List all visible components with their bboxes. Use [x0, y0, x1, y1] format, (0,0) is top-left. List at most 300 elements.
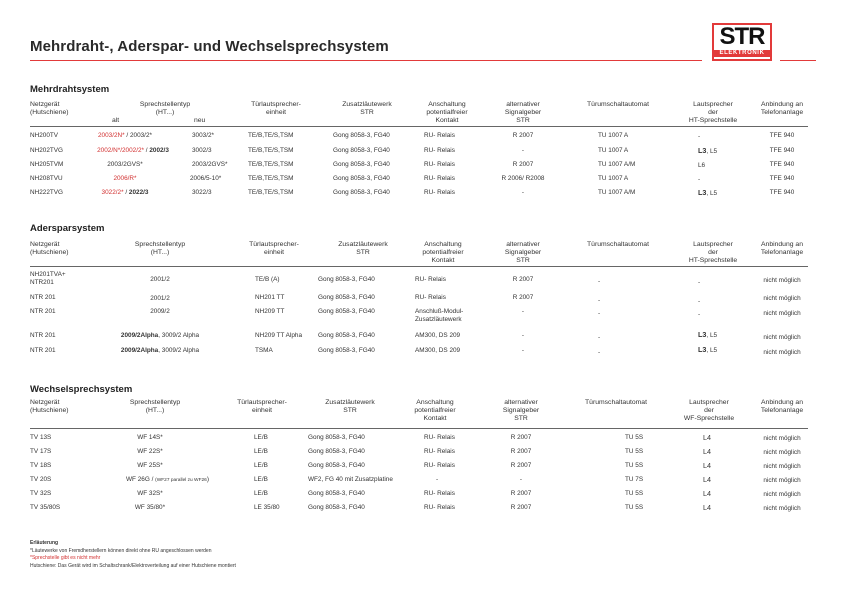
hdr-line: (Hutschiene) [30, 109, 69, 116]
cell-sprechstellentyp [90, 490, 210, 499]
hdr-line: Kontakt [431, 257, 455, 264]
footnote-2: *Sprechstelle gibt es nicht mehr [30, 555, 101, 561]
cell-netzgeraet [30, 271, 66, 287]
sp-bold: 2009/2Alpha [120, 347, 159, 354]
hdr-line: Anbindung an [761, 399, 803, 406]
sp-main: WF 22S* [137, 448, 163, 455]
cell-neu: 3003/2* [192, 132, 215, 139]
hdr-line: Netzgerät [30, 399, 60, 406]
cell-lautsprecher [698, 147, 717, 156]
cell-signalgeber: R 2007 [512, 294, 534, 301]
cell-netzgeraet: TV 17S [30, 448, 52, 455]
header-rule [30, 126, 808, 127]
cell-netzgeraet: NH222TVG [30, 189, 64, 196]
col-header-tuerumschaltautomat: Türumschaltautomat [587, 101, 649, 108]
cell-signalgeber: R 2007 [510, 504, 532, 511]
hdr-line: einheit [263, 249, 285, 256]
cell-telefonanlage: TFE 940 [769, 147, 795, 154]
ls-bold: L3 [698, 146, 707, 155]
sp-main: WF 32S* [137, 490, 163, 497]
cell-tuerumschaltautomat: TU 1007 A [598, 175, 629, 182]
title-divider [30, 60, 702, 61]
cell-anschaltung [415, 332, 460, 340]
hdr-line: Anbindung an [761, 241, 803, 248]
hdr-line: Sprechstellentyp [129, 399, 181, 406]
page-title: Mehrdraht-, Aderspar- und Wechselsprechsystem [30, 38, 389, 55]
sp-rest: 2001/2 [150, 276, 170, 283]
ls-bold: L3 [698, 330, 707, 339]
hdr-line: HT-Sprechstelle [688, 117, 738, 124]
col-header-lautsprecher [672, 241, 754, 265]
cell-signalgeber: - [519, 476, 523, 483]
hdr-line: Telefonanlage [760, 249, 804, 256]
alt-rest: 2022/3 [128, 189, 149, 196]
cell-netzgeraet [30, 294, 56, 302]
hdr-line: der [708, 109, 718, 116]
cell-lautsprecher: L4 [703, 489, 711, 498]
netz-line: NTR 201 [30, 294, 56, 301]
cell-lautsprecher [698, 331, 717, 340]
cell-sprechstellentyp [90, 504, 210, 513]
cell-sprechstellentyp [100, 347, 220, 355]
sp-bold: 2009/2Alpha [120, 332, 159, 339]
col-header-netzgeraet [30, 399, 69, 415]
hdr-line: der [704, 407, 714, 414]
cell-signalgeber: R 2006/ R2008 [501, 175, 545, 182]
hdr-line: HT-Sprechstelle [688, 257, 738, 264]
ls-rest: , L5 [706, 148, 718, 155]
col-header-telefonanlage [754, 101, 810, 117]
cell-signalgeber: - [521, 347, 525, 354]
col-header-telefonanlage [754, 241, 810, 257]
cell-lautsprecher [698, 346, 717, 355]
cell-telefonanlage: nicht möglich [763, 334, 801, 341]
hdr-line: einheit [251, 407, 273, 414]
an-line: Zusatzläutewerk [415, 316, 462, 323]
cell-tuerumschaltautomat: TU 5S [625, 448, 644, 455]
cell-anschaltung: RU- Relais [424, 504, 455, 511]
hdr-line: (Hutschiene) [30, 407, 69, 414]
cell-alt [78, 147, 188, 155]
ls-rest: , L5 [706, 332, 718, 339]
hdr-line: potentialfreier [422, 249, 464, 256]
cell-anschaltung: RU- Relais [424, 462, 455, 469]
cell-anschaltung [415, 347, 460, 355]
cell-signalgeber: R 2007 [512, 276, 534, 283]
hdr-line: Signalgeber [504, 249, 542, 256]
cell-zusatzlaeutewerk: Gong 8058-3, FG40 [333, 132, 390, 139]
cell-zusatzlaeutewerk: Gong 8058-3, FG40 [318, 308, 375, 315]
cell-telefonanlage: nicht möglich [763, 277, 801, 284]
hdr-line: Sprechstellentyp [134, 241, 186, 248]
cell-zusatzlaeutewerk: Gong 8058-3, FG40 [318, 294, 375, 301]
hdr-line: Netzgerät [30, 101, 60, 108]
cell-tuerlautsprecher: LE/B [254, 462, 268, 469]
cell-lautsprecher [698, 278, 700, 287]
cell-alt [80, 175, 170, 183]
cell-sprechstellentyp [100, 276, 220, 284]
cell-tuerlautsprecher: LE 35/80 [254, 504, 280, 511]
cell-netzgeraet: TV 35/80S [30, 504, 61, 511]
cell-anschaltung: - [436, 476, 439, 483]
cell-anschaltung: RU- Relais [424, 490, 455, 497]
cell-neu: 3002/3 [192, 147, 212, 154]
cell-tuerlautsprecher: NH201 TT [255, 294, 285, 301]
netz-line: NTR201 [30, 279, 54, 286]
cell-telefonanlage: nicht möglich [763, 295, 801, 302]
footnote-title: Erläuterung [30, 540, 59, 546]
cell-zusatzlaeutewerk: Gong 8058-3, FG40 [318, 276, 375, 283]
cell-zusatzlaeutewerk: Gong 8058-3, FG40 [308, 504, 365, 511]
cell-tuerlautsprecher: LE/B [254, 448, 268, 455]
cell-telefonanlage: nicht möglich [763, 491, 801, 498]
alt-red: 2002/N*/2002/2* [97, 147, 145, 154]
cell-tuerlautsprecher: LE/B [254, 476, 268, 483]
col-header-zusatzlaeutewerk [318, 241, 408, 257]
cell-netzgeraet [30, 308, 56, 316]
netz-line: NTR 201 [30, 308, 56, 315]
cell-neu: 3022/3 [192, 189, 212, 196]
col-header-anschaltung [412, 101, 482, 125]
ls-rest: - [698, 176, 701, 183]
cell-lautsprecher [698, 161, 705, 170]
cell-zusatzlaeutewerk: Gong 8058-3, FG40 [318, 347, 375, 354]
logo-band: ELEKTRONIK [714, 50, 770, 57]
hdr-line: (HT...) [155, 109, 175, 116]
cell-neu: 2006/5-10* [190, 175, 222, 182]
footnote-3: Hutschiene: Das Gerät wird im Schaltschrank/Elektroverteilung auf einer Hutschiene montiert [30, 562, 236, 569]
cell-netzgeraet [30, 332, 56, 340]
cell-tuerlautsprecher: TE/B,TE/S,TSM [248, 175, 294, 182]
ls-rest: , L5 [706, 190, 718, 197]
hdr-line: Türlautsprecher- [237, 399, 287, 406]
ls-rest: - [698, 311, 701, 318]
cell-tuerlautsprecher: LE/B [254, 434, 268, 441]
cell-zusatzlaeutewerk: Gong 8058-3, FG40 [333, 161, 390, 168]
an-line: RU- Relais [415, 276, 446, 283]
sp-rest: 2001/2 [150, 295, 170, 302]
cell-tuerumschaltautomat: TU 1007 A/M [598, 189, 636, 196]
cell-zusatzlaeutewerk: Gong 8058-3, FG40 [308, 490, 365, 497]
cell-netzgeraet: TV 13S [30, 434, 52, 441]
hdr-line: Lautsprecher [693, 101, 733, 108]
alt-rest: 2003/2GVS* [107, 161, 143, 168]
alt-red: 3022/2* [101, 189, 124, 196]
hdr-line: Kontakt [423, 415, 447, 422]
col-header-lautsprecher [672, 101, 754, 125]
cell-signalgeber: R 2007 [512, 161, 534, 168]
ls-bold: L3 [698, 188, 707, 197]
netz-line: NTR 201 [30, 347, 56, 354]
cell-tuerumschaltautomat: - [598, 310, 601, 317]
hdr-line: Netzgerät [30, 241, 60, 248]
col-header-alt: alt [112, 117, 120, 124]
cell-signalgeber: R 2007 [510, 448, 532, 455]
cell-tuerlautsprecher: TE/B,TE/S,TSM [248, 161, 294, 168]
sp-main: WF 26G / [126, 476, 156, 483]
cell-tuerumschaltautomat: - [598, 349, 601, 356]
cell-signalgeber: - [521, 189, 525, 196]
cell-tuerumschaltautomat: TU 5S [625, 504, 644, 511]
alt-red: 2003/2N* [97, 132, 125, 139]
cell-netzgeraet: TV 20S [30, 476, 52, 483]
title-divider-right [780, 60, 816, 61]
hdr-line: Anschaltung [428, 101, 466, 108]
hdr-line: Türlautsprecher- [249, 241, 299, 248]
an-line: RU- Relais [415, 294, 446, 301]
alt-red: 2006/R* [113, 175, 137, 182]
col-header-anschaltung [400, 399, 470, 423]
hdr-line: der [708, 249, 718, 256]
alt-sep: / [124, 132, 130, 139]
cell-telefonanlage: nicht möglich [763, 310, 801, 317]
cell-zusatzlaeutewerk: Gong 8058-3, FG40 [308, 448, 365, 455]
cell-netzgeraet: NH208TVU [30, 175, 63, 182]
hdr-line: Signalgeber [502, 407, 540, 414]
hdr-line: Signalgeber [504, 109, 542, 116]
cell-tuerumschaltautomat: TU 5S [625, 462, 644, 469]
col-header-netzgeraet [30, 101, 69, 117]
col-header-sprechstellentyp [100, 101, 230, 117]
cell-tuerumschaltautomat: TU 5S [625, 434, 644, 441]
cell-tuerlautsprecher: TE/B,TE/S,TSM [248, 147, 294, 154]
hdr-line: Zusatzläutewerk [342, 101, 392, 108]
hdr-line: alternativer [506, 241, 540, 248]
cell-lautsprecher [698, 310, 700, 319]
cell-sprechstellentyp [100, 295, 220, 303]
col-header-anschaltung [408, 241, 478, 265]
sp-small: (WF27 parallel zu WF26 [155, 478, 207, 483]
cell-tuerlautsprecher: NH209 TT [255, 308, 285, 315]
cell-sprechstellentyp [100, 308, 220, 316]
cell-netzgeraet: TV 18S [30, 462, 52, 469]
hdr-line: potentialfreier [426, 109, 468, 116]
col-header-signalgeber [488, 241, 558, 265]
cell-netzgeraet: TV 32S [30, 490, 52, 497]
cell-tuerlautsprecher: NH209 TT Alpha [255, 332, 303, 339]
sp-rest: , 3009/2 Alpha [158, 332, 200, 339]
cell-anschaltung [415, 276, 446, 284]
cell-sprechstellentyp [90, 476, 245, 485]
col-header-sprechstellentyp [100, 399, 210, 415]
cell-signalgeber: R 2007 [510, 490, 532, 497]
hdr-line: Zusatzläutewerk [325, 399, 375, 406]
an-line: AM300, DS 209 [415, 332, 461, 339]
hdr-line: Zusatzläutewerk [338, 241, 388, 248]
sp-main: WF 14S* [137, 434, 163, 441]
cell-anschaltung: RU- Relais [424, 161, 455, 168]
alt-sep: / [144, 147, 150, 154]
cell-telefonanlage: nicht möglich [763, 505, 801, 512]
cell-lautsprecher: L4 [703, 461, 711, 470]
hdr-line: Sprechstellentyp [139, 101, 191, 108]
cell-anschaltung: RU- Relais [424, 189, 455, 196]
cell-sprechstellentyp [90, 462, 210, 471]
cell-tuerumschaltautomat: TU 1007 A [598, 132, 629, 139]
cell-anschaltung: RU- Relais [424, 175, 455, 182]
cell-lautsprecher: L4 [703, 433, 711, 442]
cell-lautsprecher: L4 [703, 475, 711, 484]
col-header-sprechstellentyp [100, 241, 220, 257]
hdr-line: Telefonanlage [760, 109, 804, 116]
col-header-tuerlautsprecher [236, 101, 316, 117]
cell-tuerlautsprecher: TSMA [255, 347, 273, 354]
cell-anschaltung [415, 294, 446, 302]
col-header-tuerlautsprecher [234, 241, 314, 257]
cell-alt [80, 161, 170, 169]
hdr-line: alternativer [506, 101, 540, 108]
cell-signalgeber: R 2007 [512, 132, 534, 139]
cell-lautsprecher: L4 [703, 503, 711, 512]
hdr-line: STR [360, 109, 374, 116]
cell-zusatzlaeutewerk: Gong 8058-3, FG40 [308, 434, 365, 441]
cell-tuerumschaltautomat: TU 1007 A/M [598, 161, 636, 168]
hdr-line: STR [516, 117, 530, 124]
cell-signalgeber: - [521, 147, 525, 154]
hdr-line: STR [514, 415, 528, 422]
cell-tuerumschaltautomat: TU 5S [625, 490, 644, 497]
footnote-1: *Läutewerke von Fremdherstellern können direkt ohne RU angeschlossen werden [30, 547, 212, 554]
hdr-line: STR [356, 249, 370, 256]
header-rule [30, 266, 808, 267]
col-header-zusatzlaeutewerk [322, 101, 412, 117]
cell-signalgeber: R 2007 [510, 462, 532, 469]
hdr-line: Türlautsprecher- [251, 101, 301, 108]
cell-telefonanlage: TFE 940 [769, 132, 795, 139]
hdr-line: Telefonanlage [760, 407, 804, 414]
cell-telefonanlage: TFE 940 [769, 175, 795, 182]
hdr-line: Kontakt [435, 117, 459, 124]
cell-telefonanlage: nicht möglich [763, 477, 801, 484]
hdr-line: Lautsprecher [689, 399, 729, 406]
cell-netzgeraet: NH200TV [30, 132, 59, 139]
col-header-tuerlautsprecher [222, 399, 302, 415]
cell-alt [80, 132, 170, 140]
cell-anschaltung: RU- Relais [424, 448, 455, 455]
netz-line: NTR 201 [30, 332, 56, 339]
col-header-signalgeber [488, 101, 558, 125]
alt-sep: / [123, 189, 129, 196]
footnotes [30, 540, 236, 570]
hdr-line: STR [343, 407, 357, 414]
cell-tuerlautsprecher: LE/B [254, 490, 268, 497]
col-header-zusatzlaeutewerk [305, 399, 395, 415]
col-header-neu: neu [194, 117, 206, 124]
cell-telefonanlage: nicht möglich [763, 463, 801, 470]
ls-rest: , L5 [706, 347, 718, 354]
logo-letters: STR [719, 23, 765, 50]
alt-rest: 2002/3 [149, 147, 169, 154]
cell-zusatzlaeutewerk: Gong 8058-3, FG40 [308, 462, 365, 469]
section-title-mehrdraht: Mehrdrahtsystem [30, 84, 110, 95]
cell-netzgeraet: NH205TVM [30, 161, 64, 168]
netz-line: NH201TVA+ [30, 271, 66, 278]
sp-main: WF 35/80* [134, 504, 166, 511]
col-header-tuerumschaltautomat: Türumschaltautomat [585, 399, 647, 406]
cell-lautsprecher: L4 [703, 447, 711, 456]
an-line: Anschluß-Modul- [415, 308, 464, 315]
cell-zusatzlaeutewerk: Gong 8058-3, FG40 [333, 147, 390, 154]
cell-tuerumschaltautomat: - [598, 334, 601, 341]
cell-tuerumschaltautomat: - [598, 278, 601, 285]
sp-rest: , 3009/2 Alpha [158, 347, 200, 354]
cell-lautsprecher [698, 132, 700, 141]
cell-anschaltung: RU- Relais [424, 434, 455, 441]
col-header-signalgeber [486, 399, 556, 423]
hdr-line: Anschaltung [416, 399, 454, 406]
hdr-line: (HT...) [145, 407, 165, 414]
cell-telefonanlage: nicht möglich [763, 449, 801, 456]
cell-zusatzlaeutewerk: Gong 8058-3, FG40 [318, 332, 375, 339]
col-header-netzgeraet [30, 241, 69, 257]
hdr-line: alternativer [504, 399, 538, 406]
ls-rest: - [698, 133, 701, 140]
cell-signalgeber: R 2007 [510, 434, 532, 441]
alt-rest: 2003/2* [129, 132, 153, 139]
cell-zusatzlaeutewerk: WF2, FG 40 mit Zusatzplatine [308, 476, 393, 483]
cell-tuerumschaltautomat: - [598, 297, 601, 304]
an-line: AM300, DS 209 [415, 347, 461, 354]
cell-lautsprecher [698, 175, 700, 184]
hdr-line: (Hutschiene) [30, 249, 69, 256]
cell-tuerlautsprecher: TE/B,TE/S,TSM [248, 132, 294, 139]
sp-main: WF 25S* [137, 462, 163, 469]
hdr-line: Anbindung an [761, 101, 803, 108]
header-rule [30, 428, 808, 429]
hdr-line: STR [516, 257, 530, 264]
cell-sprechstellentyp [90, 434, 210, 443]
cell-tuerlautsprecher: TE/B (A) [255, 276, 280, 283]
cell-signalgeber: - [521, 332, 525, 339]
cell-zusatzlaeutewerk: Gong 8058-3, FG40 [333, 175, 390, 182]
hdr-line: einheit [265, 109, 287, 116]
cell-neu: 2003/2GVS* [192, 161, 228, 168]
cell-anschaltung: RU- Relais [424, 147, 455, 154]
ls-bold: L3 [698, 345, 707, 354]
cell-lautsprecher [698, 297, 700, 306]
cell-tuerlautsprecher: TE/B,TE/S,TSM [248, 189, 294, 196]
cell-sprechstellentyp [90, 448, 210, 457]
sp-rest: 2009/2 [150, 308, 170, 315]
ls-rest: L6 [698, 162, 706, 169]
str-elektronik-logo [712, 23, 772, 61]
cell-signalgeber: - [521, 308, 525, 315]
cell-telefonanlage: TFE 940 [769, 161, 795, 168]
cell-tuerumschaltautomat: TU 7S [625, 476, 644, 483]
cell-netzgeraet [30, 347, 56, 355]
sp-end: ) [206, 476, 209, 483]
hdr-line: (HT...) [150, 249, 170, 256]
hdr-line: WF-Sprechstelle [683, 415, 735, 422]
cell-sprechstellentyp [100, 332, 220, 340]
hdr-line: Anschaltung [424, 241, 462, 248]
cell-netzgeraet: NH202TVG [30, 147, 64, 154]
col-header-telefonanlage [754, 399, 810, 415]
cell-tuerumschaltautomat: TU 1007 A [598, 147, 629, 154]
cell-alt [80, 189, 170, 197]
hdr-line: potentialfreier [414, 407, 456, 414]
cell-telefonanlage: nicht möglich [763, 435, 801, 442]
section-title-aderspar: Adersparsystem [30, 223, 105, 234]
ls-rest: - [698, 298, 701, 305]
cell-telefonanlage: nicht möglich [763, 349, 801, 356]
ls-rest: - [698, 279, 701, 286]
cell-telefonanlage: TFE 940 [769, 189, 795, 196]
hdr-line: Lautsprecher [693, 241, 733, 248]
col-header-tuerumschaltautomat: Türumschaltautomat [587, 241, 649, 248]
cell-anschaltung [415, 308, 463, 324]
col-header-lautsprecher [668, 399, 750, 423]
